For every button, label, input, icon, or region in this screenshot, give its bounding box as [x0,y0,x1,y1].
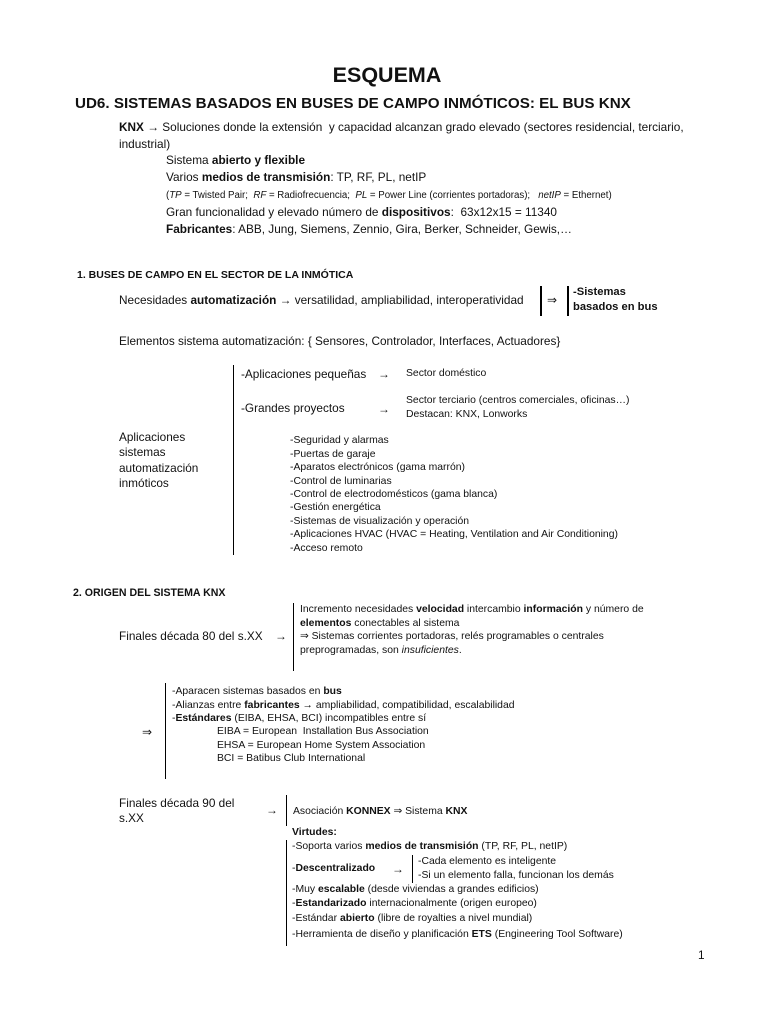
right-arrow-icon: → [275,629,287,643]
consequence-text: (EIBA, EHSA, BCI) incompatibles entre sí [231,713,427,725]
virtue-term: abierto [339,913,375,925]
legend-abbr: TP [169,189,182,201]
manufacturers-term: Fabricantes [166,222,233,236]
right-arrow-icon: → [392,862,404,876]
legend-text: = Twisted Pair; [181,189,254,201]
bus-systems-result: -Sistemas basados en bus [573,285,658,313]
result-term: KNX [445,806,468,818]
virtue-term: Estandarizado [295,898,367,910]
explanation-term: información [523,604,583,616]
explanation-text: . [458,644,462,656]
virtue-item [292,897,537,910]
standard-item: BCI = Batibus Club International [217,753,366,765]
virtue-text: -Estándar [292,913,340,925]
virtue-term: ETS [471,929,492,941]
scope-target-line: Destacan: KNX, Lonworks [406,408,528,420]
knx-term: KNX [119,120,144,134]
virtue-text: - [292,898,296,910]
consequence-text: → ampliabilidad, compatibilidad, escalabilidad [299,699,515,711]
legend-abbr: netIP [538,189,561,201]
media-lead: Varios [166,170,202,184]
virtue-term: escalable [317,884,365,896]
intro-manufacturers-line [166,221,572,237]
explanation-text: preprogramadas, son [300,644,402,656]
page-number: 1 [698,948,705,962]
right-arrow-icon: → [378,367,390,381]
bracket-line [165,683,166,779]
implies-arrow-icon: ⇒ [142,725,152,739]
scope-large-target [406,394,629,421]
consequence-text: -Alianzas entre [172,699,245,711]
needs-lead: Necesidades [119,293,191,307]
bracket-line [233,365,234,555]
virtue-text: (Engineering Tool Software) [491,929,623,941]
consequence-line [172,712,515,725]
scope-target-line: Sector terciario (centros comerciales, oficinas…) [406,395,630,407]
devices-lead: Gran funcionalidad y elevado número de [166,205,382,219]
intro-media-line [166,169,426,185]
scope-target-line: Sector doméstico [406,368,487,380]
result-term: KONNEX [346,806,391,818]
intro-media-legend [166,189,612,202]
virtue-text: (libre de royalties a nivel mundial) [374,913,533,925]
intro-devices-line [166,204,557,220]
explanation-text: y número de [583,604,644,616]
elements-line: Elementos sistema automatización: { Sensores, Controlador, Interfaces, Actuadores} [119,334,561,348]
needs-term: automatización [190,293,277,307]
section-2-heading: 2. ORIGEN DEL SISTEMA KNX [73,587,226,599]
right-arrow-icon: → [266,803,278,817]
page-title: ESQUEMA [332,63,442,87]
virtue-item [292,912,532,925]
consequence-text: - [172,713,176,725]
applications-list [290,434,618,555]
bracket-line [540,286,542,316]
consequence-term: Estándares [175,713,232,725]
explanation-line [300,603,644,616]
scope-small-label: -Aplicaciones pequeñas [241,367,367,381]
right-arrow-icon: → [378,402,390,416]
explanation-line [300,617,644,630]
needs-qualities: → versatilidad, ampliabilidad, interoperatividad [276,293,524,307]
result-text: ⇒ Sistema [390,806,446,818]
legend-abbr: RF [253,189,267,201]
application-item: -Control de luminarias [290,475,392,487]
legend-abbr: PL [355,189,368,201]
virtue-text: -Herramienta de diseño y planificación [292,929,472,941]
virtue-term: medios de transmisión [365,841,479,853]
explanation-text: Incremento necesidades [300,604,417,616]
needs-line [119,292,524,308]
bracket-line [286,840,287,946]
legend-text: = Power Line (corrientes portadoras); [367,189,539,201]
media-term: medios de transmisión [201,170,331,184]
implies-arrow-icon: ⇒ [547,293,557,307]
bracket-line [293,603,294,671]
scope-small-target [406,367,486,380]
application-item: -Gestión energética [290,502,381,514]
standard-item: EIBA = European Installation Bus Association [217,726,429,738]
open-lead: Sistema [166,153,212,167]
legend-text: = Ethernet) [560,189,612,201]
late-80s-explanation [300,603,644,657]
application-item: -Control de electrodomésticos (gama blanca) [290,488,498,500]
section-1-heading: 1. BUSES DE CAMPO EN EL SECTOR DE LA INMÓTICA [77,269,354,281]
unit-title: UD6. SISTEMAS BASADOS EN BUSES DE CAMPO INMÓTICOS: EL BUS KNX [75,95,631,112]
result-text: Asociación [293,806,347,818]
consequence-line [172,699,515,712]
bracket-line [412,855,413,883]
virtue-item [292,883,539,896]
decentralized-detail: -Cada elemento es inteligente [418,856,557,868]
application-item: -Aplicaciones HVAC (HVAC = Heating, Ventilation and Air Conditioning) [290,529,618,541]
standard-item: EHSA = European Home System Association [217,739,426,751]
virtue-text: -Muy [292,884,318,896]
consequence-term: bus [323,686,342,698]
late-90s-label: Finales década 90 del s.XX [119,795,235,825]
virtues-heading: Virtudes: [292,827,337,839]
bracket-line [286,795,287,826]
scope-large-label: -Grandes proyectos [241,401,345,415]
explanation-text: ⇒ Sistemas corrientes portadoras, relés programables o centrales [300,631,604,643]
explanation-text: conectables al sistema [351,617,460,629]
explanation-term: velocidad [416,604,465,616]
virtue-text: -Soporta varios [292,841,366,853]
intro-open-line [166,152,305,168]
decentralized-details [418,855,614,882]
virtue-item [292,862,375,875]
consequence-text: -Aparacen sistemas basados en [172,686,324,698]
application-item: -Aparatos electrónicos (gama marrón) [290,462,465,474]
devices-term: dispositivos [381,205,451,219]
standards-list [217,725,429,765]
knx-definition: → Soluciones donde la extensión y capacidad alcanzan grado elevado (sectores residencial, terciario, industrial) [119,120,687,151]
late-90s-result [293,805,467,818]
explanation-text: intercambio [464,604,524,616]
virtue-text: (desde viviendas a grandes edificios) [364,884,539,896]
virtue-text: (TP, RF, PL, netIP) [478,841,568,853]
intro-knx-line [119,119,694,152]
consequence-term: fabricantes [244,699,300,711]
virtue-text: internacionalmente (origen europeo) [366,898,537,910]
explanation-line [300,630,644,643]
media-list: : TP, RF, PL, netIP [330,170,427,184]
devices-count: : 63x12x15 = 11340 [450,205,557,219]
consequence-list [172,685,515,725]
virtue-item [292,928,623,941]
explanation-line [300,644,644,657]
explanation-term: elementos [300,617,352,629]
legend-text: = Radiofrecuencia; [266,189,356,201]
bracket-line [567,286,569,316]
manufacturers-list: : ABB, Jung, Siemens, Zennio, Gira, Berker, Schneider, Gewis,… [232,222,572,236]
application-item: -Puertas de garaje [290,448,376,460]
virtue-term: Descentralizado [295,863,376,875]
consequence-line [172,685,515,698]
explanation-emphasis: insuficientes [401,644,459,656]
late-80s-label: Finales década 80 del s.XX [119,629,263,643]
application-item: -Acceso remoto [290,542,363,554]
application-item: -Seguridad y alarmas [290,435,389,447]
open-term: abierto y flexible [211,153,306,167]
virtue-text: - [292,863,296,875]
legend-text: ( [166,189,170,201]
virtue-item [292,840,567,853]
application-item: -Sistemas de visualización y operación [290,515,470,527]
decentralized-detail: -Si un elemento falla, funcionan los demás [418,869,614,881]
applications-label: Aplicaciones sistemas automatización inmóticos [119,430,199,491]
